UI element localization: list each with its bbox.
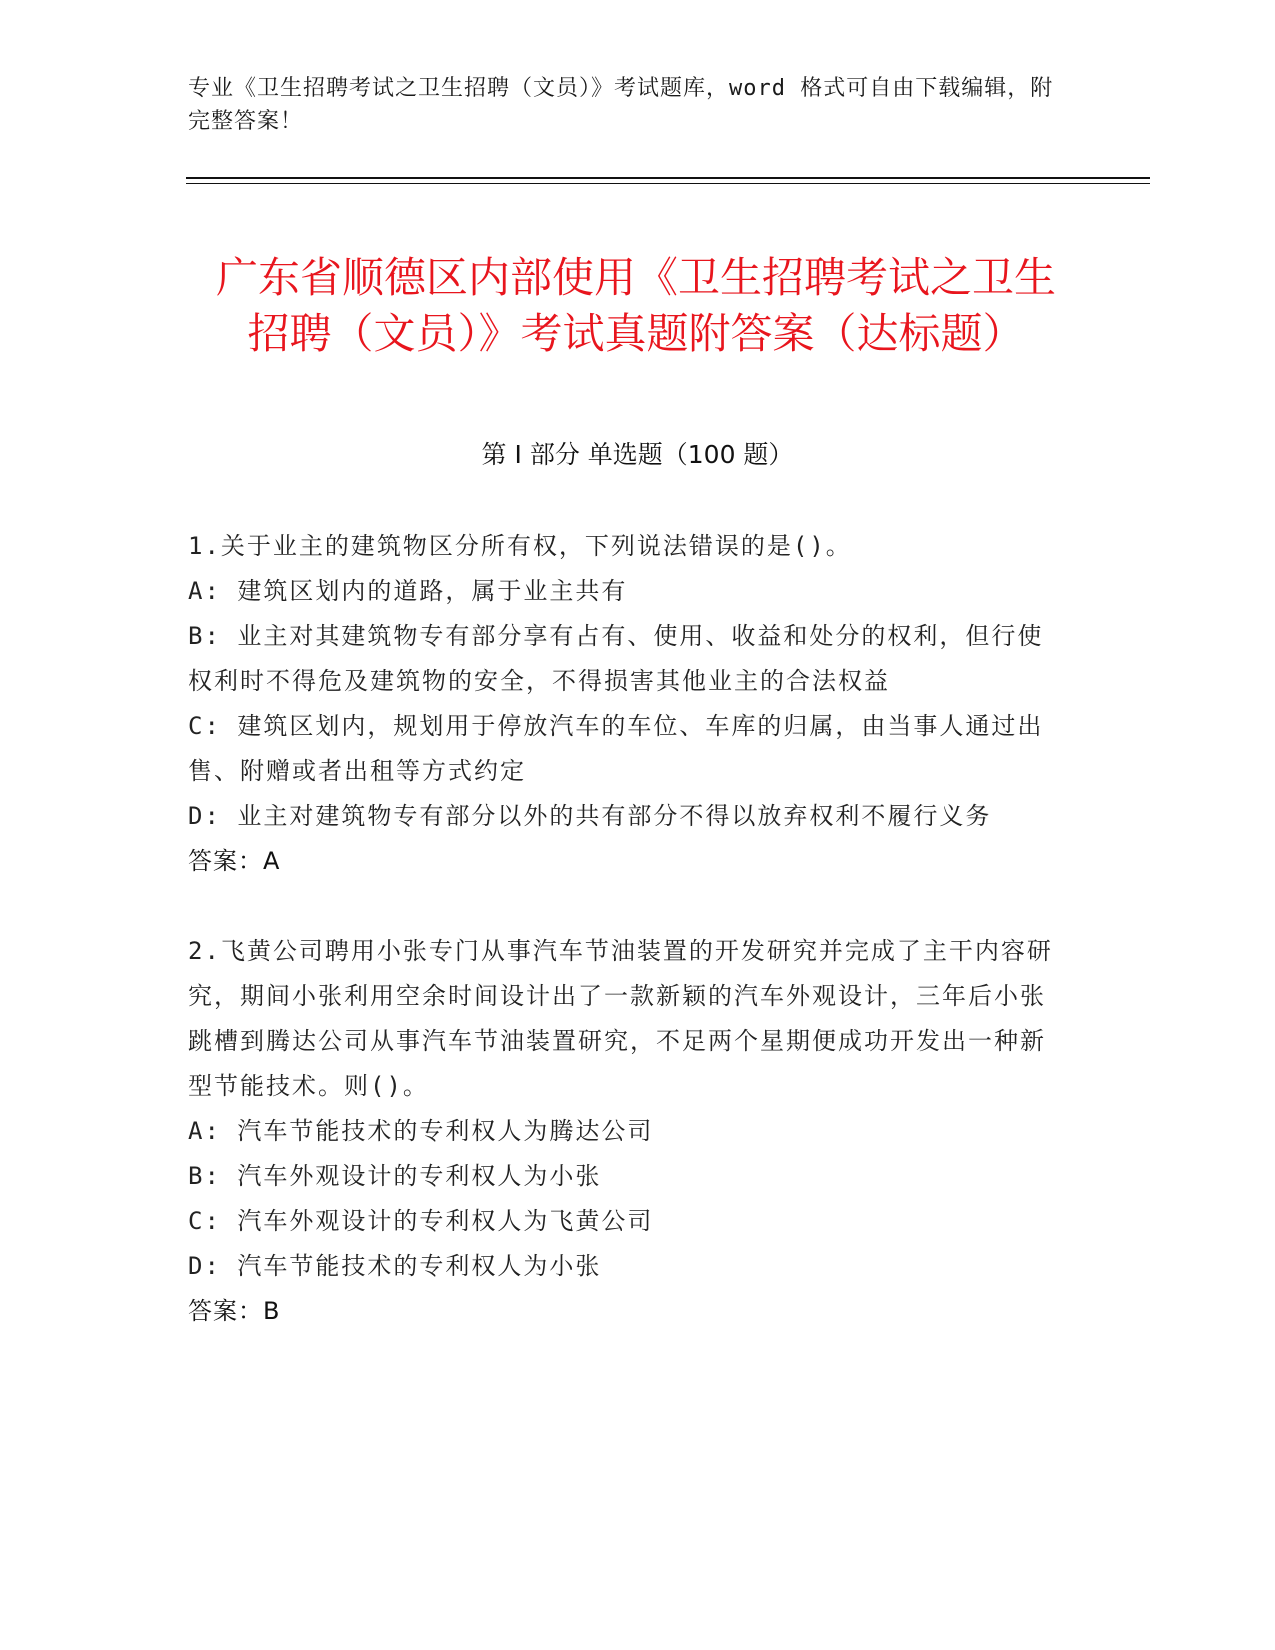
section-heading: 第 I 部分 单选题（100 题） — [481, 440, 794, 469]
option-c: C: 建筑区划内，规划用于停放汽车的车位、车库的归属，由当事人通过出售、附赠或者出租等方式约定 — [188, 712, 1044, 785]
answer: 答案：B — [188, 1297, 281, 1325]
header-divider-thin — [186, 183, 1150, 184]
option-b: B: 汽车外观设计的专利权人为小张 — [188, 1162, 602, 1190]
option-b: B: 业主对其建筑物专有部分享有占有、使用、收益和处分的权利，但行使权利时不得危及建筑物的安全，不得损害其他业主的合法权益 — [188, 622, 1044, 695]
header-divider — [186, 177, 1150, 179]
option-c: C: 汽车外观设计的专利权人为飞黄公司 — [188, 1207, 654, 1235]
question-stem: 1.关于业主的建筑物区分所有权，下列说法错误的是()。 — [188, 532, 852, 560]
question-stem: 2.飞黄公司聘用小张专门从事汽车节油装置的开发研究并完成了主干内容研究，期间小张利用空余时间设计出了一款新颖的汽车外观设计，三年后小张跳槽到腾达公司从事汽车节油装置研究，不足两个星期便成功开发出一种新型节能技术。则()。 — [188, 937, 1053, 1100]
option-a: A: 建筑区划内的道路，属于业主共有 — [188, 577, 628, 605]
document-title: 广东省顺德区内部使用《卫生招聘考试之卫生招聘（文员）》考试真题附答案（达标题） — [215, 253, 1056, 359]
answer: 答案：A — [188, 847, 281, 875]
question-2 — [188, 929, 1068, 1334]
option-d: D: 汽车节能技术的专利权人为小张 — [188, 1252, 602, 1280]
question-1 — [188, 524, 1068, 884]
header-note: 专业《卫生招聘考试之卫生招聘（文员）》考试题库，word 格式可自由下载编辑，附完整答案！ — [188, 76, 1054, 134]
option-d: D: 业主对建筑物专有部分以外的共有部分不得以放弃权利不履行义务 — [188, 802, 992, 830]
option-a: A: 汽车节能技术的专利权人为腾达公司 — [188, 1117, 654, 1145]
